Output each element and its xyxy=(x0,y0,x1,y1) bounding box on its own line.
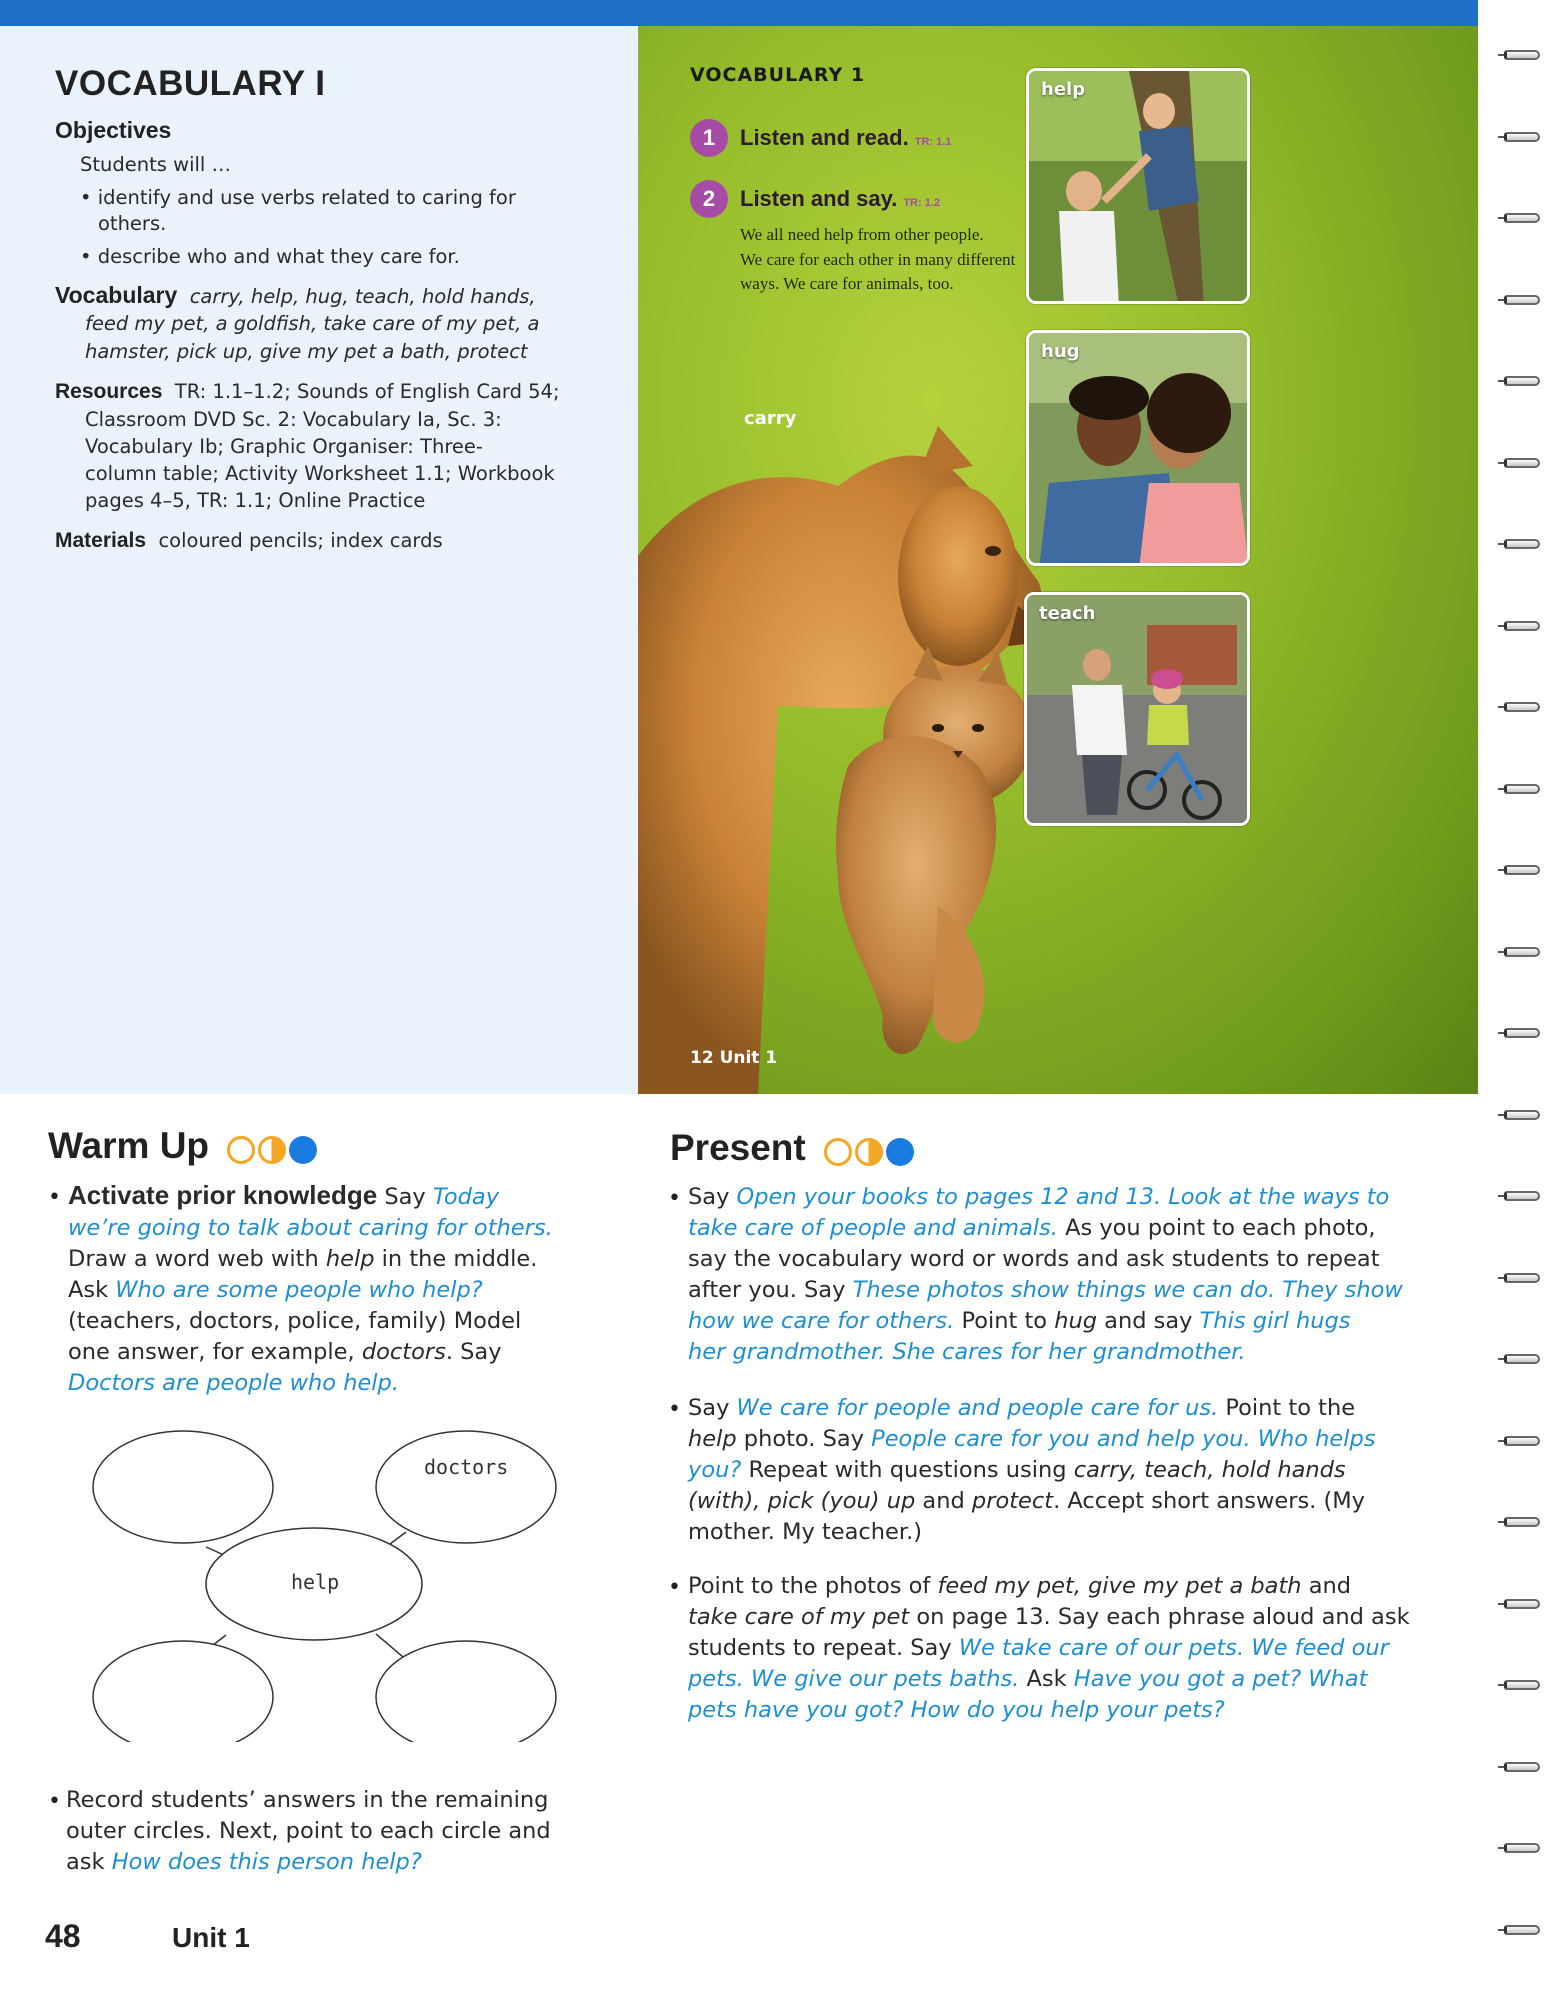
text-line xyxy=(688,1633,1468,1664)
resources-line: pages 4–5, TR: 1.1; Online Practice xyxy=(85,489,426,512)
binding-ring xyxy=(1504,1191,1546,1205)
teacher-script-text: How does this person help? xyxy=(111,1849,422,1875)
text-line xyxy=(66,1847,606,1878)
instruction-text: Point to the xyxy=(1218,1395,1356,1421)
binding-ring xyxy=(1504,784,1546,798)
bullet-icon: • xyxy=(668,1397,681,1422)
level-dots-icon xyxy=(227,1127,320,1169)
text-line xyxy=(68,1275,608,1306)
web-top-right-label: doctors xyxy=(424,1455,509,1479)
web-outer-circle xyxy=(93,1431,273,1543)
binding-ring xyxy=(1504,1028,1546,1042)
instruction-text: one answer, for example, xyxy=(68,1339,362,1365)
instruction-text: ask xyxy=(66,1849,112,1875)
step-label: Listen and say. TR: 1.2 xyxy=(740,186,940,211)
binding-ring xyxy=(1504,295,1546,309)
step-label: Listen and read. TR: 1.1 xyxy=(740,125,952,150)
text-line xyxy=(688,1424,1468,1455)
instruction-text: and xyxy=(1301,1573,1352,1599)
instruction-text: hug xyxy=(1054,1308,1098,1334)
teacher-script-text: We take care of our pets. We feed our xyxy=(958,1635,1389,1661)
text-line xyxy=(688,1306,1468,1337)
instruction-text: Point to xyxy=(954,1308,1055,1334)
warm-up-bullet-2 xyxy=(66,1785,606,1878)
objective-item: • identify and use verbs related to caring for xyxy=(80,186,516,209)
objective-item: • describe who and what they care for. xyxy=(80,245,460,268)
teacher-script-text: take care of people and animals. xyxy=(688,1215,1058,1241)
student-page-footer: 12 Unit 1 xyxy=(690,1048,778,1068)
objective-item-cont: others. xyxy=(98,212,167,235)
level-dots-icon xyxy=(824,1129,917,1171)
instruction-text: doctors xyxy=(361,1339,446,1365)
instruction-text: Repeat with questions using xyxy=(741,1457,1074,1483)
binding-ring xyxy=(1504,865,1546,879)
instruction-text: Point to the photos of xyxy=(688,1573,938,1599)
instruction-text: help xyxy=(688,1426,737,1452)
instruction-text: Record students’ answers in the remaining xyxy=(66,1787,549,1813)
binding-ring xyxy=(1504,1517,1546,1531)
binding-ring xyxy=(1504,1354,1546,1368)
teach-photo xyxy=(1024,592,1250,826)
instruction-text: . Accept short answers. (My xyxy=(1053,1488,1365,1514)
instruction-text: and xyxy=(915,1488,972,1514)
text-line xyxy=(68,1306,608,1337)
intro-paragraph: We all need help from other people. We care for each other in many different ways. We care for animals, too. xyxy=(740,225,1016,293)
text-line xyxy=(688,1664,1468,1695)
resources-line: column table; Activity Worksheet 1.1; Workbook xyxy=(85,462,555,485)
instruction-text: in the middle. xyxy=(374,1246,538,1272)
instruction-text: take care of my pet xyxy=(688,1604,910,1630)
warm-up-heading: Warm Up xyxy=(48,1125,320,1169)
text-line xyxy=(688,1213,1468,1244)
bullet-icon: • xyxy=(48,1789,61,1814)
teacher-script-text: pets. We give our pets baths. xyxy=(688,1666,1020,1692)
warm-up-bullet-1: Activate prior knowledge Say Today we’re going to talk about caring for others. Draw a word web with help in the middle. Ask Who are some people who help? (teachers, doctors, police, family) Model one answer, for example, doctors. Say Doctors are people who help. xyxy=(68,1180,608,1399)
text-line xyxy=(68,1244,608,1275)
instruction-text: after you. Say xyxy=(688,1277,853,1303)
resources-line: Classroom DVD Sc. 2: Vocabulary Ia, Sc. 3: xyxy=(85,408,502,431)
text-line xyxy=(688,1455,1468,1486)
instruction-text: students to repeat. Say xyxy=(688,1635,959,1661)
step-number: 1 xyxy=(690,119,728,157)
teacher-script-text: We care for people and people care for us. xyxy=(736,1395,1219,1421)
text-line xyxy=(688,1486,1468,1517)
present-bullet-3 xyxy=(688,1571,1468,1726)
binding-ring xyxy=(1504,947,1546,961)
instruction-text: Say xyxy=(688,1395,737,1421)
binding-ring xyxy=(1504,458,1546,472)
present-bullet-1 xyxy=(688,1182,1468,1368)
teacher-script-text: People care for you and help you. Who helps xyxy=(871,1426,1376,1452)
instruction-text: Say xyxy=(688,1184,737,1210)
teacher-script-text: Today xyxy=(432,1184,500,1210)
spiral-binding xyxy=(1478,0,1547,2000)
student-book-page xyxy=(638,26,1478,1094)
text-line xyxy=(688,1337,1468,1368)
instruction-text: Say xyxy=(384,1184,433,1210)
instruction-text: (with), pick (you) up xyxy=(688,1488,916,1514)
web-outer-circle xyxy=(376,1641,556,1742)
text-line xyxy=(688,1571,1468,1602)
teach-photo-label: teach xyxy=(1039,603,1096,624)
text-line xyxy=(688,1517,1468,1548)
text-line xyxy=(688,1393,1468,1424)
teacher-script-text: Doctors are people who help. xyxy=(68,1370,399,1396)
unit-label: Unit 1 xyxy=(172,1922,250,1953)
binding-ring xyxy=(1504,1843,1546,1857)
text-line xyxy=(68,1368,608,1399)
instruction-text: feed my pet, give my pet a bath xyxy=(937,1573,1302,1599)
instruction-text: Ask xyxy=(1019,1666,1074,1692)
present-bullet-2 xyxy=(688,1393,1468,1548)
text-line xyxy=(688,1244,1468,1275)
page-number: 48 xyxy=(45,1918,81,1954)
binding-ring xyxy=(1504,376,1546,390)
teacher-script-text: pets have you got? How do you help your pets? xyxy=(688,1697,1225,1723)
instruction-text: As you point to each photo, xyxy=(1057,1215,1376,1241)
resources-line: Vocabulary Ib; Graphic Organiser: Three- xyxy=(85,435,483,458)
binding-ring xyxy=(1504,1925,1546,1939)
binding-ring xyxy=(1504,1436,1546,1450)
hug-photo xyxy=(1026,330,1250,566)
binding-ring xyxy=(1504,1599,1546,1613)
instruction-text: help xyxy=(325,1246,375,1272)
binding-ring xyxy=(1504,1110,1546,1124)
teacher-script-text: These photos show things we can do. They show xyxy=(852,1277,1403,1303)
vocabulary-line: hamster, pick up, give my pet a bath, protect xyxy=(85,340,528,363)
text-line xyxy=(68,1213,608,1244)
teacher-script-text: you? xyxy=(688,1457,742,1483)
teacher-script-text: Have you got a pet? What xyxy=(1073,1666,1368,1692)
instruction-text: . Say xyxy=(445,1339,502,1365)
instruction-text: photo. Say xyxy=(736,1426,872,1452)
hug-photo-label: hug xyxy=(1041,341,1080,362)
teacher-script-text: This girl hugs xyxy=(1199,1308,1351,1334)
binding-ring xyxy=(1504,1273,1546,1287)
vocabulary-line: Vocabulary carry, help, hug, teach, hold hands, xyxy=(55,282,536,308)
teacher-script-text: we’re going to talk about caring for others. xyxy=(68,1215,553,1241)
web-outer-circle xyxy=(376,1431,556,1543)
objectives-intro: Students will … xyxy=(80,153,232,176)
objectives-heading: Objectives xyxy=(55,117,172,143)
binding-ring xyxy=(1504,702,1546,716)
text-line xyxy=(66,1785,606,1816)
text-line xyxy=(68,1337,608,1368)
instruction-text: Draw a word web with xyxy=(68,1246,326,1272)
text-line xyxy=(688,1275,1468,1306)
instruction-text: Ask xyxy=(68,1277,116,1303)
teacher-script-text: how we care for others. xyxy=(688,1308,955,1334)
instruction-text: mother. My teacher.) xyxy=(688,1519,923,1545)
bullet-icon: • xyxy=(668,1186,681,1211)
web-outer-circle xyxy=(93,1641,273,1742)
vocabulary-line: feed my pet, a goldfish, take care of my pet, a xyxy=(85,312,540,335)
binding-ring xyxy=(1504,50,1546,64)
top-blue-bar xyxy=(0,0,1478,26)
carry-label: carry xyxy=(744,408,797,429)
help-photo-label: help xyxy=(1041,79,1086,100)
bullet-icon: • xyxy=(48,1185,61,1210)
instruction-text: (teachers, doctors, police, family) Model xyxy=(68,1308,522,1334)
instruction-text: on page 13. Say each phrase aloud and ask xyxy=(909,1604,1410,1630)
text-line xyxy=(66,1816,606,1847)
help-photo xyxy=(1026,68,1250,304)
instruction-text: and say xyxy=(1097,1308,1200,1334)
teacher-script-text: Who are some people who help? xyxy=(115,1277,483,1303)
bullet-icon: • xyxy=(668,1575,681,1600)
instruction-text: protect xyxy=(971,1488,1054,1514)
present-heading: Present xyxy=(670,1127,917,1171)
student-page-heading: VOCABULARY 1 xyxy=(690,64,866,86)
binding-ring xyxy=(1504,539,1546,553)
binding-ring xyxy=(1504,621,1546,635)
binding-ring xyxy=(1504,132,1546,146)
step-number: 2 xyxy=(690,180,728,218)
text-line xyxy=(688,1695,1468,1726)
binding-ring xyxy=(1504,213,1546,227)
instruction-text: say the vocabulary word or words and ask students to repeat xyxy=(688,1246,1380,1272)
resources-line: Resources TR: 1.1–1.2; Sounds of English Card 54; xyxy=(55,380,560,403)
web-center-label: help xyxy=(291,1570,340,1594)
instruction-text: carry, teach, hold hands xyxy=(1073,1457,1346,1483)
materials-line: Materials coloured pencils; index cards xyxy=(55,529,443,552)
lesson-title: VOCABULARY I xyxy=(55,64,326,103)
teacher-script-text: Open your books to pages 12 and 13. Look at the ways to xyxy=(736,1184,1390,1210)
binding-ring xyxy=(1504,1680,1546,1694)
teacher-script-text: her grandmother. She cares for her grandmother. xyxy=(688,1339,1246,1365)
text-line xyxy=(688,1182,1468,1213)
text-line xyxy=(688,1602,1468,1633)
instruction-text: outer circles. Next, point to each circle and xyxy=(66,1818,551,1844)
binding-ring xyxy=(1504,1762,1546,1776)
